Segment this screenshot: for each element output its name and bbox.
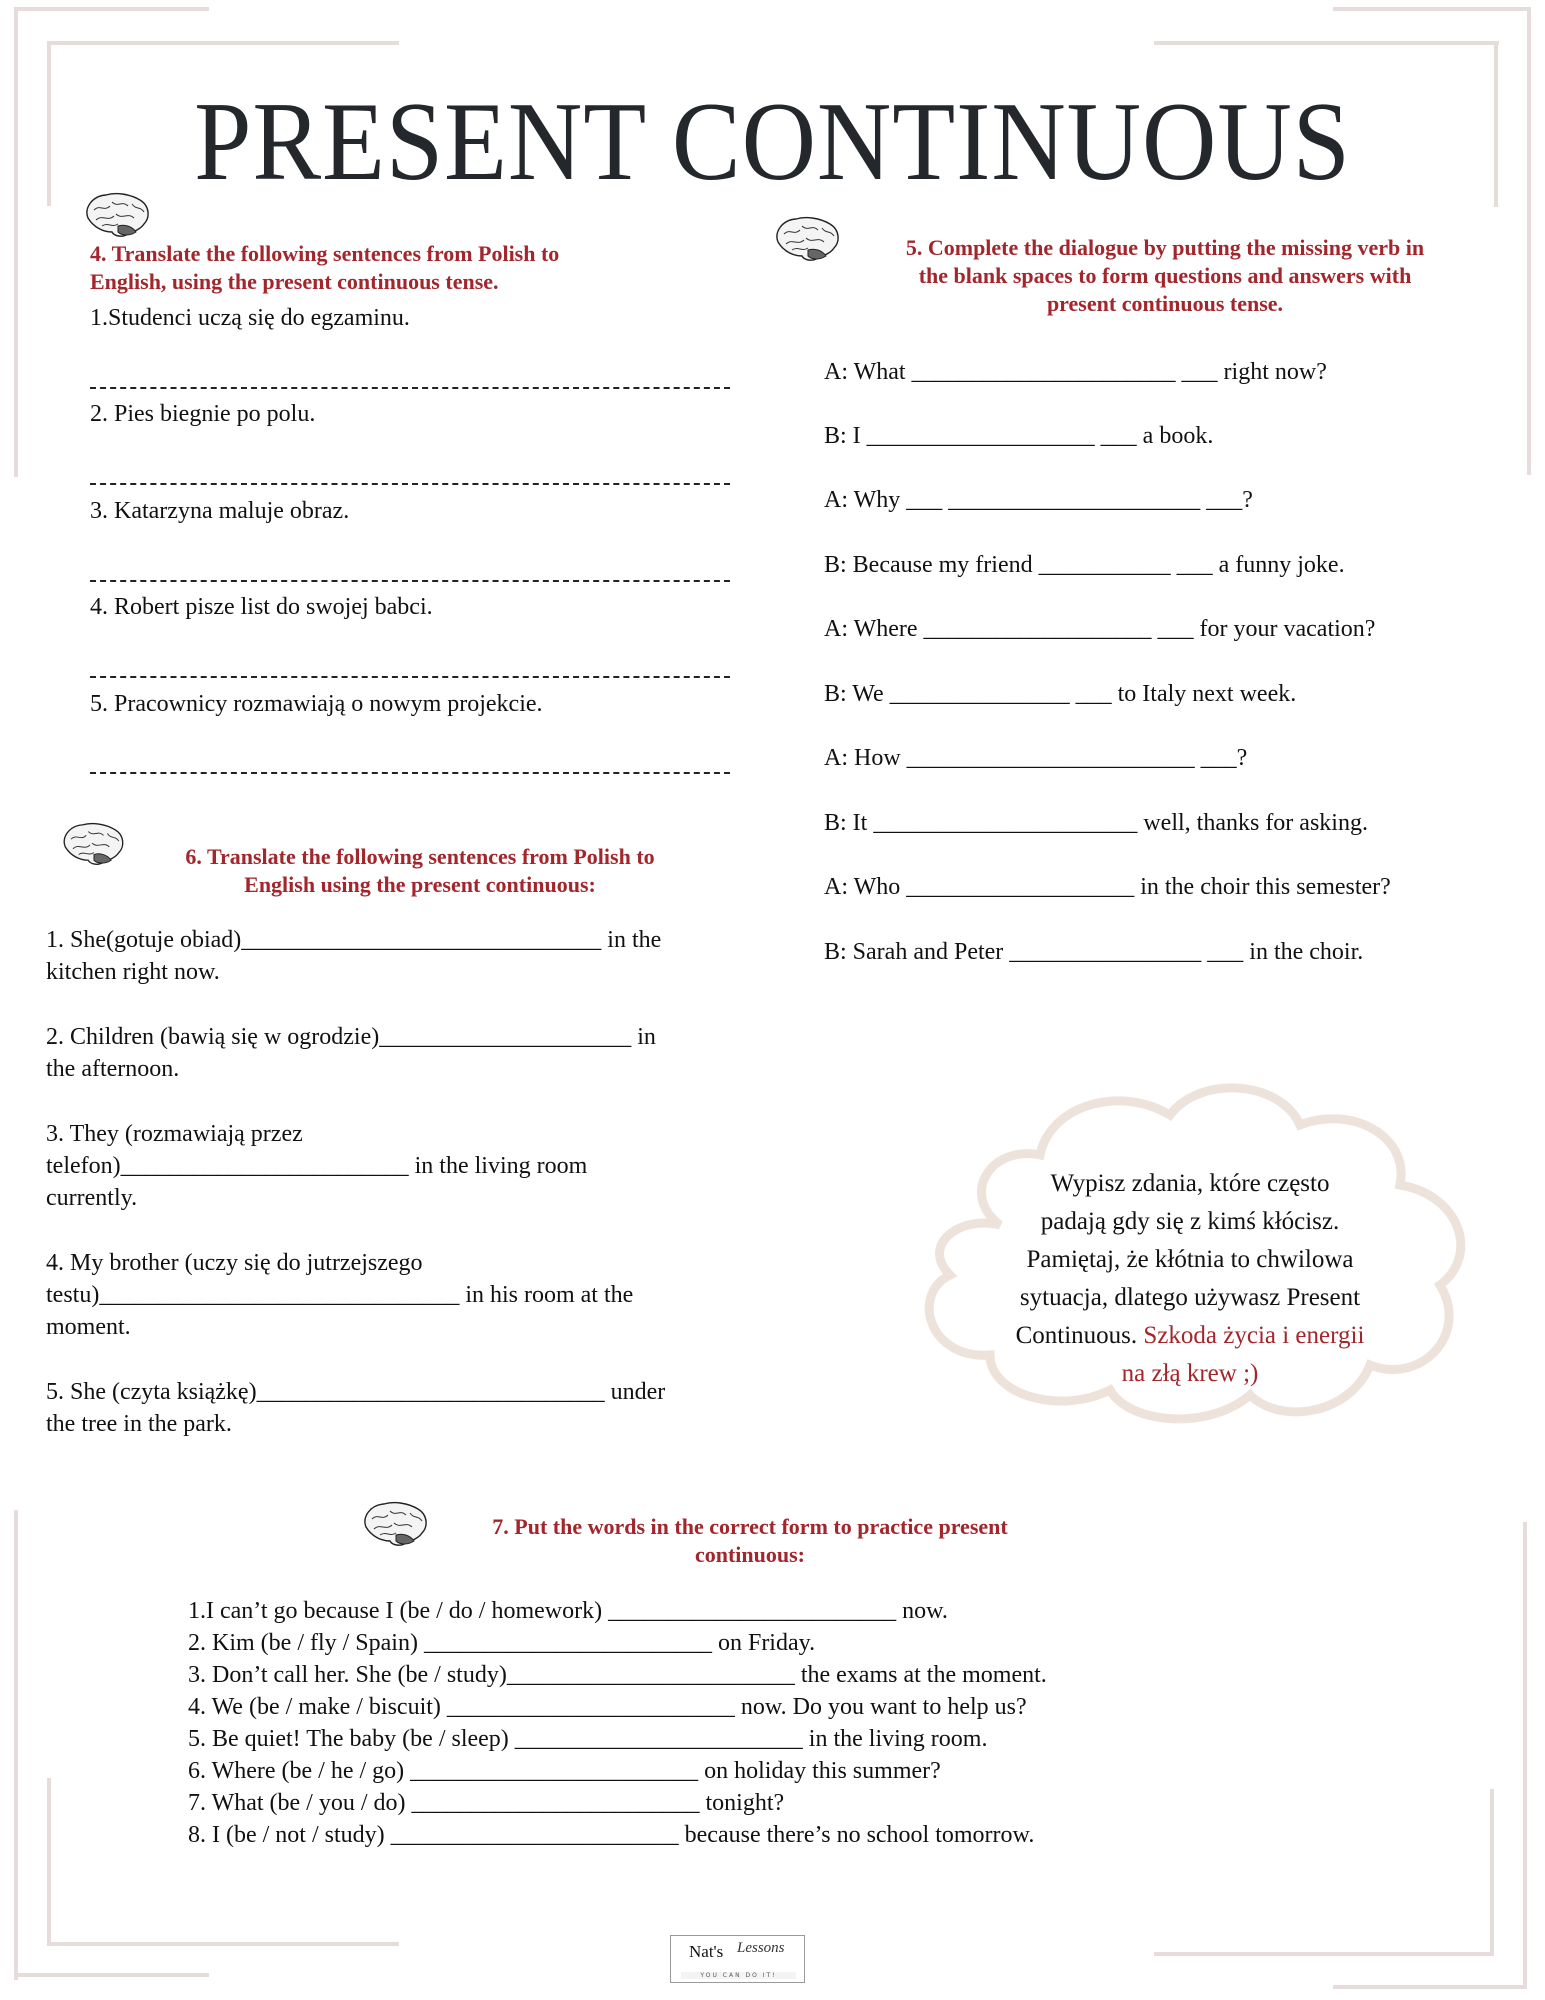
- frame-outer-right-top: [1527, 7, 1531, 475]
- item-line: 5. She (czyta książkę)_____________________________ under: [46, 1379, 666, 1405]
- section7-item[interactable]: 4. We (be / make / biscuit) ________________________ now. Do you want to help us?: [188, 1694, 1027, 1720]
- frame-inner-left-top: [47, 41, 51, 206]
- cloud-text-red: Szkoda życia i energii: [1143, 1322, 1365, 1349]
- section7-item[interactable]: 6. Where (be / he / go) ________________________ on holiday this summer?: [188, 1758, 941, 1784]
- section6-item[interactable]: [46, 1021, 796, 1085]
- logo-tagline: YOU CAN DO IT!: [681, 1972, 796, 1979]
- answer-line[interactable]: [90, 387, 730, 389]
- logo-signature: Lessons: [737, 1940, 785, 1956]
- dialogue-line[interactable]: B: I ___________________ ___ a book.: [824, 423, 1214, 449]
- section7-item[interactable]: 8. I (be / not / study) ________________________ because there’s no school tomorrow.: [188, 1822, 1035, 1848]
- frame-inner-top-left: [47, 41, 399, 45]
- section6-heading-line1: 6. Translate the following sentences from Polish to: [185, 844, 655, 869]
- answer-line[interactable]: [90, 483, 730, 485]
- section7-item[interactable]: 5. Be quiet! The baby (be / sleep) ________________________ in the living room.: [188, 1726, 988, 1752]
- frame-outer-top-right: [1333, 7, 1531, 11]
- item-line: the afternoon.: [46, 1056, 180, 1082]
- item-line: kitchen right now.: [46, 959, 220, 985]
- item-line: telefon)________________________ in the living room: [46, 1153, 588, 1179]
- frame-inner-top-right: [1154, 41, 1499, 45]
- section4-heading-line2: English, using the present continuous tense.: [90, 269, 499, 294]
- cloud-line-red: na złą krew ;): [1121, 1360, 1259, 1387]
- frame-inner-right-top: [1494, 41, 1498, 207]
- frame-outer-right-bottom: [1523, 1522, 1527, 1989]
- dialogue-line[interactable]: B: Sarah and Peter ________________ ___ in the choir.: [824, 939, 1364, 965]
- item-line: 1. She(gotuje obiad)______________________________ in the: [46, 927, 662, 953]
- section6-item[interactable]: [46, 1247, 796, 1343]
- answer-line[interactable]: [90, 580, 730, 582]
- section4-item: 4. Robert pisze list do swojej babci.: [90, 594, 433, 620]
- brain-icon: [82, 192, 152, 238]
- cloud-line: sytuacja, dlatego używasz Present: [1019, 1284, 1361, 1311]
- section7-item[interactable]: 1.I can’t go because I (be / do / homework) ________________________ now.: [188, 1598, 948, 1624]
- dialogue-line[interactable]: A: What ______________________ ___ right now?: [824, 359, 1327, 385]
- section5-heading-line2: the blank spaces to form questions and answers with: [918, 263, 1412, 288]
- section6-heading: [120, 843, 720, 899]
- dialogue-line[interactable]: A: Where ___________________ ___ for your vacation?: [824, 616, 1376, 642]
- frame-outer-bottom-left: [14, 1973, 209, 1977]
- page-title: PRESENT CONTINUOUS: [194, 80, 1351, 204]
- section5-heading: [830, 234, 1500, 318]
- answer-line[interactable]: [90, 772, 730, 774]
- item-line: currently.: [46, 1185, 138, 1211]
- cloud-text-black: Continuous.: [1015, 1322, 1144, 1349]
- dialogue-line[interactable]: A: Who ___________________ in the choir this semester?: [824, 874, 1391, 900]
- logo-name: Nat's: [689, 1942, 724, 1961]
- section6-item[interactable]: [46, 1118, 796, 1214]
- section7-item[interactable]: 2. Kim (be / fly / Spain) ________________________ on Friday.: [188, 1630, 816, 1656]
- frame-inner-left-bottom: [47, 1778, 51, 1946]
- frame-inner-bottom-right: [1154, 1952, 1494, 1956]
- brain-icon: [58, 822, 128, 866]
- dialogue-line[interactable]: B: We _______________ ___ to Italy next week.: [824, 681, 1297, 707]
- dialogue-line[interactable]: A: Why ___ _____________________ ___?: [824, 487, 1253, 513]
- brand-logo: [670, 1935, 805, 1983]
- cloud-line: Wypisz zdania, które często: [1050, 1170, 1330, 1197]
- frame-inner-bottom-left: [47, 1942, 399, 1946]
- section4-heading-line1: 4. Translate the following sentences from Polish to: [90, 241, 560, 266]
- frame-inner-right-bottom: [1490, 1789, 1494, 1956]
- item-line: the tree in the park.: [46, 1411, 232, 1437]
- tip-cloud: [880, 1075, 1500, 1435]
- answer-line[interactable]: [90, 676, 730, 678]
- cloud-line: padają gdy się z kimś kłócisz.: [1040, 1208, 1340, 1235]
- item-line: 4. My brother (uczy się do jutrzejszego: [46, 1250, 423, 1276]
- item-line: testu)______________________________ in his room at the: [46, 1282, 634, 1308]
- section7-heading-line1: 7. Put the words in the correct form to practice present: [492, 1514, 1008, 1539]
- item-line: 2. Children (bawią się w ogrodzie)_____________________ in: [46, 1024, 656, 1050]
- section6-item[interactable]: [46, 924, 796, 988]
- section4-heading: [90, 240, 559, 296]
- section4-item: 3. Katarzyna maluje obraz.: [90, 498, 350, 524]
- cloud-line: [940, 1317, 1440, 1355]
- dialogue-line[interactable]: B: It ______________________ well, thanks for asking.: [824, 810, 1368, 836]
- cloud-text: [940, 1165, 1440, 1393]
- frame-outer-left-bottom: [14, 1510, 18, 1980]
- section7-heading-line2: continuous:: [694, 1542, 806, 1567]
- brain-icon: [360, 1500, 430, 1548]
- item-line: moment.: [46, 1314, 131, 1340]
- frame-outer-bottom-right: [1333, 1985, 1527, 1989]
- section4-item: 5. Pracownicy rozmawiają o nowym projekcie.: [90, 691, 543, 717]
- section5-heading-line1: 5. Complete the dialogue by putting the missing verb in: [905, 235, 1425, 260]
- dialogue-line[interactable]: A: How ________________________ ___?: [824, 745, 1248, 771]
- section7-item[interactable]: 7. What (be / you / do) ________________________ tonight?: [188, 1790, 785, 1816]
- dialogue-line[interactable]: B: Because my friend ___________ ___ a funny joke.: [824, 552, 1345, 578]
- section4-item: 1.Studenci uczą się do egzaminu.: [90, 305, 410, 331]
- cloud-line: Pamiętaj, że kłótnia to chwilowa: [1026, 1246, 1354, 1273]
- section4-item: 2. Pies biegnie po polu.: [90, 401, 316, 427]
- item-line: 3. They (rozmawiają przez: [46, 1121, 303, 1147]
- section7-item[interactable]: 3. Don’t call her. She (be / study)________________________ the exams at the moment.: [188, 1662, 1047, 1688]
- section5-heading-line3: present continuous tense.: [1046, 291, 1284, 316]
- frame-outer-top-left: [14, 7, 209, 11]
- section6-item[interactable]: [46, 1376, 796, 1440]
- section6-heading-line2: English using the present continuous:: [244, 872, 596, 897]
- section7-heading: [440, 1513, 1060, 1569]
- frame-outer-left-top: [14, 7, 18, 477]
